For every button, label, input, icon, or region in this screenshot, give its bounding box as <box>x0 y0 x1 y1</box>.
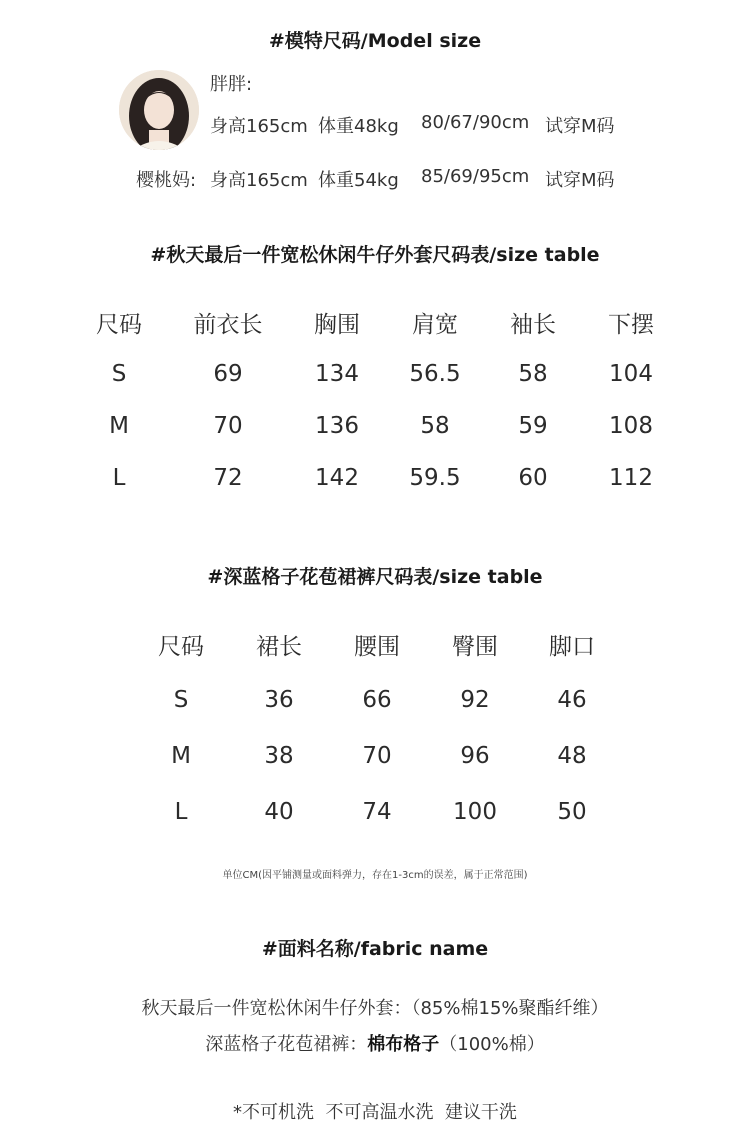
table-cell: 108 <box>609 413 653 439</box>
fabric-skirt-suffix: （100%棉） <box>439 1034 545 1055</box>
jacket-size-table <box>70 296 680 504</box>
model2-weight: 体重54kg <box>318 170 399 191</box>
table-row <box>132 672 620 728</box>
model2-stats <box>0 166 750 190</box>
table-cell: M <box>109 413 129 439</box>
model1-tried-size: 试穿M码 <box>545 116 615 137</box>
fabric-skirt-bold: 棉布格子 <box>367 1034 440 1055</box>
table-cell: 136 <box>315 413 359 439</box>
model1-measurements: 80/67/90cm <box>421 112 530 133</box>
header-cell: 腰围 <box>354 633 400 660</box>
table-cell: 58 <box>518 361 548 387</box>
model1-stats <box>0 112 750 136</box>
table-cell: 104 <box>609 361 653 387</box>
table-cell: 56.5 <box>409 361 461 387</box>
model1-weight: 体重48kg <box>318 116 399 137</box>
table-row <box>70 452 680 504</box>
table-cell: 112 <box>609 465 653 491</box>
header-cell: 脚口 <box>549 633 595 660</box>
model1-name: 胖胖: <box>210 74 253 95</box>
table-cell: 70 <box>213 413 243 439</box>
model-size-heading: #模特尺码/Model size <box>268 30 482 52</box>
table-header-row <box>132 616 620 672</box>
table-cell: 38 <box>264 743 294 769</box>
header-cell: 臀围 <box>452 633 498 660</box>
model2-tried-size: 试穿M码 <box>545 170 615 191</box>
table-cell: 96 <box>460 743 490 769</box>
table-cell: 70 <box>362 743 392 769</box>
table-cell: 58 <box>420 413 450 439</box>
table-cell: 36 <box>264 687 294 713</box>
table-header-row <box>70 296 680 348</box>
skirt-table-heading: #深蓝格子花苞裙裤尺码表/size table <box>207 566 543 588</box>
table-cell: 74 <box>362 799 392 825</box>
header-cell: 袖长 <box>510 311 556 338</box>
table-cell: 92 <box>460 687 490 713</box>
header-cell: 前衣长 <box>193 311 263 338</box>
fabric-skirt-prefix: 深蓝格子花苞裙裤： <box>205 1034 368 1055</box>
model2-measurements: 85/69/95cm <box>421 166 530 187</box>
fabric-line-jacket: 秋天最后一件宽松休闲牛仔外套：（85%棉15%聚酯纤维） <box>141 998 609 1019</box>
table-cell: 50 <box>557 799 587 825</box>
jacket-table-heading: #秋天最后一件宽松休闲牛仔外套尺码表/size table <box>150 244 600 266</box>
measurement-note: 单位CM(因平铺测量或面料弹力，存在1-3cm的误差，属于正常范围) <box>222 870 528 881</box>
header-cell: 下摆 <box>608 311 654 338</box>
table-row <box>132 728 620 784</box>
model-avatar <box>119 70 199 150</box>
table-cell: 69 <box>213 361 243 387</box>
model2-height: 身高165cm <box>210 170 308 191</box>
table-cell: 72 <box>213 465 243 491</box>
table-cell: 60 <box>518 465 548 491</box>
header-cell: 尺码 <box>158 633 204 660</box>
table-cell: L <box>112 465 126 491</box>
skirt-size-table <box>132 616 620 840</box>
table-cell: S <box>111 361 127 387</box>
table-row <box>132 784 620 840</box>
table-cell: 142 <box>315 465 359 491</box>
header-cell: 肩宽 <box>412 311 458 338</box>
care-instructions: *不可机洗 不可高温水洗 建议干洗 <box>233 1102 517 1123</box>
table-cell: 100 <box>453 799 497 825</box>
table-row <box>70 348 680 400</box>
table-row <box>70 400 680 452</box>
table-cell: 134 <box>315 361 359 387</box>
header-cell: 裙长 <box>256 633 302 660</box>
header-cell: 尺码 <box>96 311 142 338</box>
header-cell: 胸围 <box>314 311 360 338</box>
model2-name: 樱桃妈: <box>136 170 197 191</box>
model1-height: 身高165cm <box>210 116 308 137</box>
table-cell: L <box>174 799 188 825</box>
table-cell: 59.5 <box>409 465 461 491</box>
model-portrait-icon <box>119 70 199 150</box>
table-cell: 46 <box>557 687 587 713</box>
fabric-line-skirt <box>0 1030 750 1056</box>
table-cell: S <box>173 687 189 713</box>
table-cell: 59 <box>518 413 548 439</box>
table-cell: 48 <box>557 743 587 769</box>
table-cell: 40 <box>264 799 294 825</box>
table-cell: 66 <box>362 687 392 713</box>
fabric-heading: #面料名称/fabric name <box>261 938 489 960</box>
table-cell: M <box>171 743 191 769</box>
